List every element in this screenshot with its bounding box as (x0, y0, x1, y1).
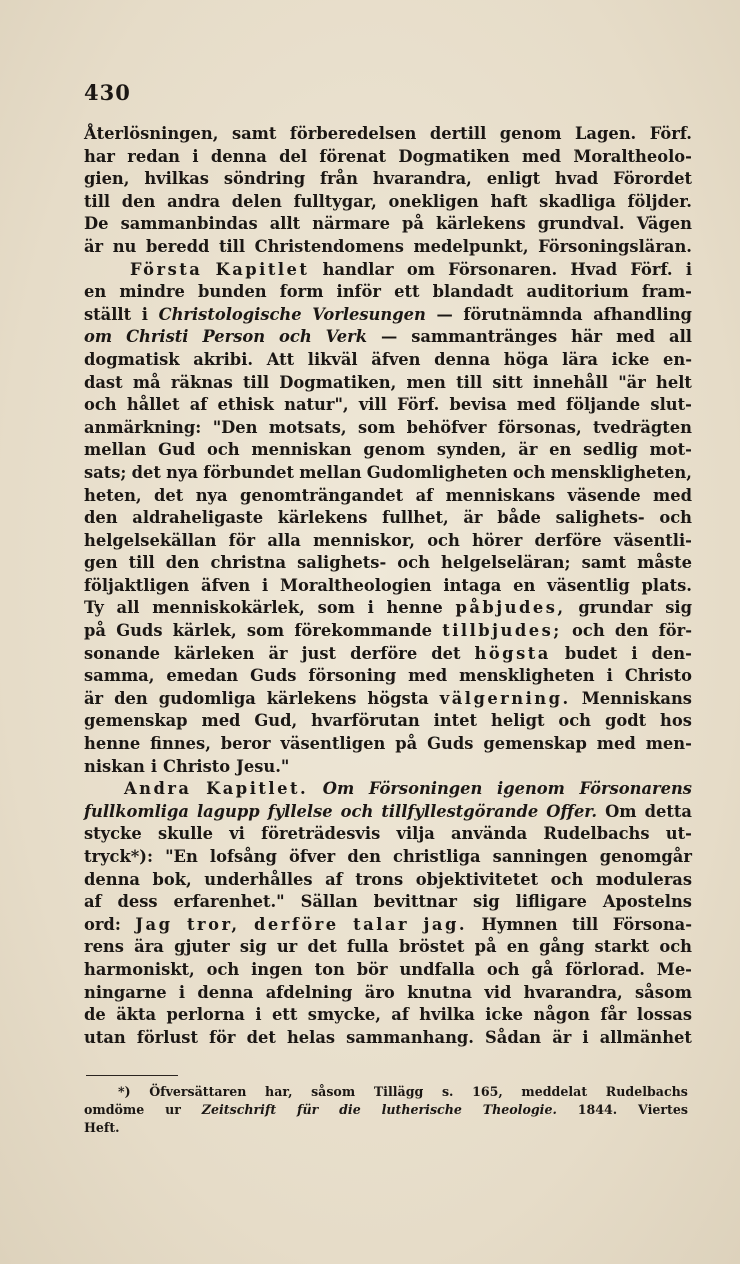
text-line: gen till den christna salighets- och helgelseläran; samt måste (84, 553, 692, 573)
footnote-line: *) Öfversättaren har, såsom Tillägg s. 165, meddelat Rudelbachs (118, 1084, 688, 1099)
text-line: ningarne i denna afdelning äro knutna vid hvarandra, såsom (84, 982, 692, 1002)
text-line: på Guds kärlek, som förekommande tillbjudes; och den för- (84, 621, 692, 641)
text-line: den aldraheligaste kärlekens fullhet, är både salighets- och (84, 508, 692, 528)
text-line: gien, hvilkas söndring från hvarandra, enligt hvad Förordet (84, 169, 692, 189)
text-line: henne finnes, beror väsentligen på Guds gemenskap med men- (84, 734, 692, 754)
text-line: denna bok, underhålles af trons objektivitetet och moduleras (84, 869, 692, 889)
footnote (84, 1084, 688, 1138)
text-line: de äkta perlorna i ett smycke, af hvilka icke någon får lossas (84, 1005, 692, 1025)
footnote-divider (86, 1075, 178, 1076)
text-line: och hållet af ethisk natur", vill Förf. bevisa med följande slut- (84, 395, 692, 415)
text-line: Första Kapitlet handlar om Försonaren. Hvad Förf. i (130, 259, 692, 279)
text-line: anmärkning: "Den motsats, som behöfver försonas, tvedrägten (84, 417, 692, 437)
text-line: dogmatisk akribi. Att likväl äfven denna höga lära icke en- (84, 349, 692, 369)
text-line: en mindre bunden form inför ett blandadt auditorium fram- (84, 282, 692, 302)
text-line: till den andra delen fulltygar, onekligen haft skadliga följder. (84, 191, 692, 211)
text-line: De sammanbindas allt närmare på kärlekens grundval. Vägen (84, 214, 692, 234)
text-line: tryck*): "En lofsång öfver den christliga sanningen genomgår (84, 847, 692, 866)
text-line: sats; det nya förbundet mellan Gudomligheten och menskligheten, (84, 462, 692, 482)
text-line: Återlösningen, samt förberedelsen dertill genom Lagen. Förf. (84, 124, 692, 143)
text-line: fullkomliga lagupp fyllelse och tillfyllestgörande Offer. Om detta (84, 801, 692, 821)
text-line: rens ära gjuter sig ur det fulla bröstet på en gång starkt och (84, 937, 692, 957)
text-line: sonande kärleken är just derföre det högsta budet i den- (84, 643, 692, 663)
text-line: Ty all menniskokärlek, som i henne påbjudes, grundar sig (84, 598, 692, 618)
text-line: heten, det nya genomträngandet af menniskans väsende med (84, 485, 692, 505)
footnote-line: Heft. (84, 1120, 120, 1135)
text-line: samma, emedan Guds försoning med menskligheten i Christo (84, 666, 692, 686)
text-line: är nu beredd till Christendomens medelpunkt, Försoningsläran. (84, 236, 692, 256)
text-line: dast må räknas till Dogmatiken, men till sitt innehåll "är helt (84, 372, 692, 392)
text-line: har redan i denna del förenat Dogmatiken med Moraltheolo- (84, 146, 692, 166)
text-line: utan förlust för det helas sammanhang. Sådan är i allmänhet (84, 1027, 692, 1047)
text-line: är den gudomliga kärlekens högsta välgerning. Menniskans (84, 688, 692, 708)
text-line: helgelsekällan för alla menniskor, och hörer derföre väsentli- (84, 530, 692, 550)
text-line: följaktligen äfven i Moraltheologien intaga en väsentlig plats. (84, 575, 692, 595)
text-line: stycke skulle vi företrädesvis vilja använda Rudelbachs ut- (84, 824, 692, 844)
text-line: ställt i Christologische Vorlesungen — förutnämnda afhandling (84, 304, 692, 324)
text-line: af dess erfarenhet." Sällan bevittnar sig lifligare Apostelns (84, 892, 692, 912)
text-line: niskan i Christo Jesu." (84, 756, 290, 776)
text-line: Andra Kapitlet. Om Försoningen igenom Försonarens (124, 779, 692, 799)
text-line: om Christi Person och Verk — sammantränges här med all (84, 327, 692, 347)
page-number: 430 (84, 80, 131, 105)
footnote-line: omdöme ur Zeitschrift für die lutherische Theologie. 1844. Viertes (84, 1102, 688, 1117)
text-line: harmoniskt, och ingen ton bör undfalla och gå förlorad. Me- (84, 959, 692, 979)
text-line: gemenskap med Gud, hvarförutan intet heligt och godt hos (84, 711, 692, 731)
text-line: ord: Jag tror, derföre talar jag. Hymnen till Försona- (84, 914, 692, 934)
body-text (84, 124, 692, 1050)
text-line: mellan Gud och menniskan genom synden, är en sedlig mot- (84, 440, 692, 460)
